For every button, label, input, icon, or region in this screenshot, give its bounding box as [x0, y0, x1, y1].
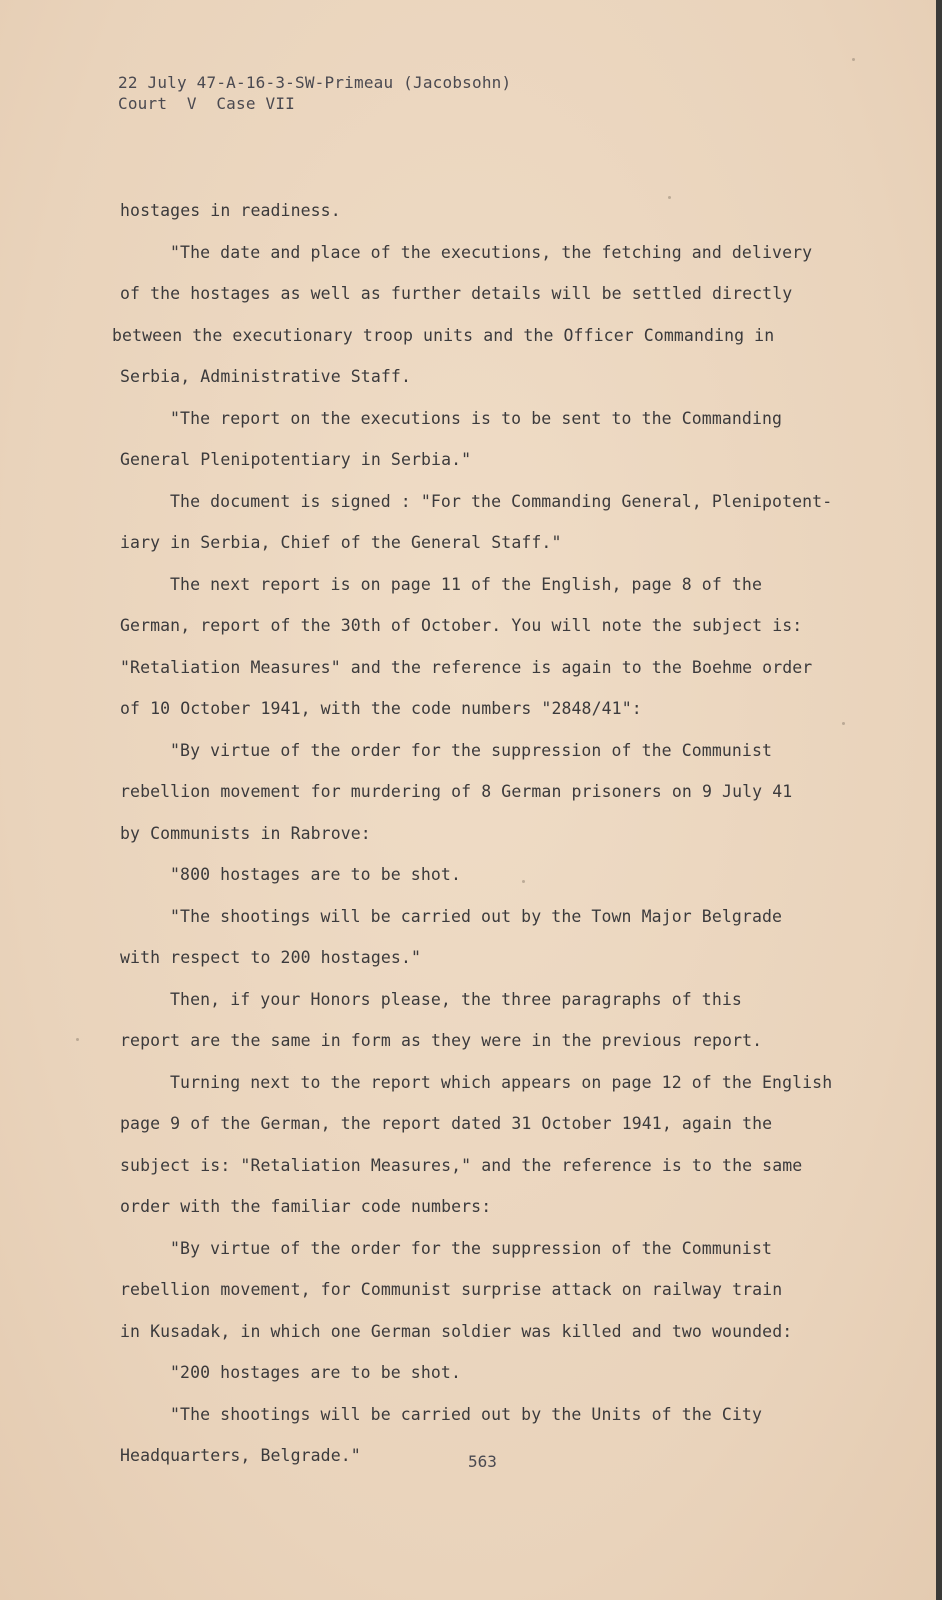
- header-line-date-reference: 22 July 47-A-16-3-SW-Primeau (Jacobsohn): [118, 73, 512, 92]
- document-header: [118, 72, 511, 114]
- text-line: Headquarters, Belgrade.": [120, 1446, 361, 1465]
- header-line-court-case: Court V Case VII: [118, 94, 295, 113]
- text-line: "By virtue of the order for the suppression of the Communist: [170, 1238, 773, 1258]
- text-line: iary in Serbia, Chief of the General Staff.": [120, 533, 562, 552]
- text-line: report are the same in form as they were in the previous report.: [120, 1031, 763, 1050]
- text-line: of 10 October 1941, with the code numbers "2848/41":: [120, 699, 642, 718]
- text-line: Turning next to the report which appears on page 12 of the English: [170, 1072, 833, 1092]
- text-line: "The shootings will be carried out by the Units of the City: [170, 1404, 762, 1424]
- text-line: "The report on the executions is to be sent to the Commanding: [170, 408, 783, 428]
- text-line: "The date and place of the executions, the fetching and delivery: [170, 242, 813, 262]
- text-line: General Plenipotentiary in Serbia.": [120, 450, 472, 469]
- text-line: The document is signed : "For the Commanding General, Plenipotent-: [170, 491, 833, 511]
- text-line: Then, if your Honors please, the three paragraphs of this: [170, 989, 742, 1009]
- paper-speck: [842, 722, 845, 725]
- text-line: "The shootings will be carried out by the Town Major Belgrade: [170, 906, 783, 926]
- paper-speck: [76, 1038, 79, 1041]
- text-line: page 9 of the German, the report dated 31 October 1941, again the: [120, 1114, 773, 1133]
- text-line: "By virtue of the order for the suppression of the Communist: [170, 740, 773, 760]
- text-line: "800 hostages are to be shot.: [170, 865, 461, 884]
- text-line: hostages in readiness.: [120, 201, 341, 220]
- text-line: Serbia, Administrative Staff.: [120, 367, 411, 386]
- text-line: "Retaliation Measures" and the reference is again to the Boehme order: [120, 657, 813, 677]
- text-line: of the hostages as well as further details will be settled directly: [120, 284, 793, 303]
- paper-speck: [852, 58, 855, 61]
- paper-speck: [668, 196, 671, 199]
- page-number: 563: [468, 1452, 497, 1471]
- transcript-body: [112, 190, 852, 1477]
- text-line: subject is: "Retaliation Measures," and the reference is to the same: [120, 1155, 803, 1175]
- text-line: in Kusadak, in which one German soldier was killed and two wounded:: [120, 1321, 793, 1341]
- paper-speck: [522, 880, 525, 883]
- text-line: with respect to 200 hostages.": [120, 948, 422, 967]
- text-line: rebellion movement for murdering of 8 German prisoners on 9 July 41: [120, 782, 793, 801]
- text-line: order with the familiar code numbers:: [120, 1197, 492, 1216]
- text-line: The next report is on page 11 of the English, page 8 of the: [170, 574, 762, 594]
- text-line: rebellion movement, for Communist surprise attack on railway train: [120, 1280, 783, 1299]
- text-line: by Communists in Rabrove:: [120, 823, 371, 843]
- text-line: German, report of the 30th of October. You will note the subject is:: [120, 616, 803, 635]
- text-line: "200 hostages are to be shot.: [170, 1363, 461, 1382]
- text-line: between the executionary troop units and the Officer Commanding in: [112, 325, 775, 345]
